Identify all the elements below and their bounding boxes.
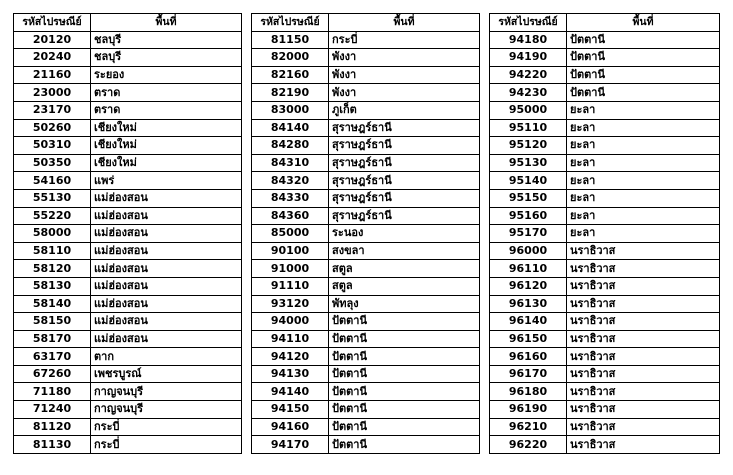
table-row: [252, 383, 480, 401]
province-cell: กาญจนบุรี: [91, 383, 242, 401]
table-row: [252, 277, 480, 295]
postal-code-cell: 84280: [252, 137, 329, 155]
province-cell: ยะลา: [567, 101, 720, 119]
postal-code-cell: 94190: [490, 49, 567, 67]
postal-table-3: [489, 13, 720, 454]
table-row: [490, 84, 720, 102]
header-postal-code: รหัสไปรษณีย์: [14, 14, 91, 32]
province-cell: กระบี่: [91, 436, 242, 454]
province-cell: ปัตตานี: [329, 348, 480, 366]
province-cell: ปัตตานี: [567, 66, 720, 84]
postal-code-cell: 81120: [14, 418, 91, 436]
postal-code-cell: 95160: [490, 207, 567, 225]
province-cell: แม่ฮ่องสอน: [91, 277, 242, 295]
province-cell: นราธิวาส: [567, 418, 720, 436]
province-cell: สตูล: [329, 277, 480, 295]
postal-code-cell: 84310: [252, 154, 329, 172]
province-cell: กระบี่: [329, 31, 480, 49]
postal-code-cell: 81130: [14, 436, 91, 454]
table-row: [490, 137, 720, 155]
postal-code-cell: 50310: [14, 137, 91, 155]
table-row: [490, 119, 720, 137]
table-row: [252, 137, 480, 155]
table-row: [14, 172, 242, 190]
province-cell: นราธิวาส: [567, 313, 720, 331]
table-row: [14, 330, 242, 348]
table-row: [14, 365, 242, 383]
postal-code-cell: 90100: [252, 242, 329, 260]
table-row: [252, 49, 480, 67]
postal-code-cell: 94160: [252, 418, 329, 436]
province-cell: ปัตตานี: [329, 436, 480, 454]
postal-code-cell: 50260: [14, 119, 91, 137]
province-cell: ตาก: [91, 348, 242, 366]
table-row: [14, 295, 242, 313]
postal-code-cell: 95170: [490, 225, 567, 243]
postal-code-cell: 91110: [252, 277, 329, 295]
table-row: [252, 189, 480, 207]
postal-code-cell: 71240: [14, 401, 91, 419]
province-cell: สงขลา: [329, 242, 480, 260]
postal-code-cell: 58150: [14, 313, 91, 331]
table-row: [490, 383, 720, 401]
province-cell: ปัตตานี: [329, 401, 480, 419]
header-province: พื้นที่: [329, 14, 480, 32]
province-cell: ตราด: [91, 101, 242, 119]
province-cell: ยะลา: [567, 154, 720, 172]
table-row: [490, 330, 720, 348]
province-cell: สุราษฎร์ธานี: [329, 137, 480, 155]
province-cell: ระนอง: [329, 225, 480, 243]
postal-code-cell: 20120: [14, 31, 91, 49]
postal-code-cell: 95110: [490, 119, 567, 137]
postal-code-cell: 96150: [490, 330, 567, 348]
postal-code-cell: 96120: [490, 277, 567, 295]
postal-code-cell: 94220: [490, 66, 567, 84]
table-row: [14, 436, 242, 454]
postal-code-cell: 94230: [490, 84, 567, 102]
province-cell: แม่ฮ่องสอน: [91, 260, 242, 278]
postal-code-cell: 95140: [490, 172, 567, 190]
table-row: [252, 313, 480, 331]
table-row: [252, 365, 480, 383]
postal-code-cell: 84330: [252, 189, 329, 207]
province-cell: ปัตตานี: [567, 84, 720, 102]
postal-code-cell: 96190: [490, 401, 567, 419]
province-cell: สุราษฎร์ธานี: [329, 172, 480, 190]
postal-code-cell: 95150: [490, 189, 567, 207]
postal-code-cell: 58140: [14, 295, 91, 313]
postal-code-cell: 96180: [490, 383, 567, 401]
province-cell: แม่ฮ่องสอน: [91, 189, 242, 207]
table-row: [252, 154, 480, 172]
province-cell: แม่ฮ่องสอน: [91, 313, 242, 331]
province-cell: ยะลา: [567, 172, 720, 190]
province-cell: นราธิวาส: [567, 242, 720, 260]
table-header-row: [14, 14, 242, 32]
table-row: [490, 277, 720, 295]
table-row: [14, 401, 242, 419]
postal-code-cell: 55220: [14, 207, 91, 225]
table-row: [252, 31, 480, 49]
province-cell: สุราษฎร์ธานี: [329, 154, 480, 172]
header-province: พื้นที่: [91, 14, 242, 32]
postal-code-cell: 21160: [14, 66, 91, 84]
province-cell: ชลบุรี: [91, 31, 242, 49]
postal-code-cell: 95000: [490, 101, 567, 119]
table-row: [252, 207, 480, 225]
postal-table-1: [13, 13, 242, 454]
postal-code-cell: 23170: [14, 101, 91, 119]
postal-code-cell: 55130: [14, 189, 91, 207]
postal-code-cell: 94120: [252, 348, 329, 366]
province-cell: พังงา: [329, 66, 480, 84]
province-cell: ตราด: [91, 84, 242, 102]
province-cell: ปัตตานี: [329, 365, 480, 383]
table-row: [490, 260, 720, 278]
table-row: [252, 172, 480, 190]
postal-code-cell: 94000: [252, 313, 329, 331]
postal-code-cell: 58130: [14, 277, 91, 295]
table-row: [252, 436, 480, 454]
province-cell: ปัตตานี: [567, 31, 720, 49]
province-cell: สุราษฎร์ธานี: [329, 189, 480, 207]
table-row: [14, 383, 242, 401]
table-row: [490, 436, 720, 454]
table-row: [252, 84, 480, 102]
table-row: [252, 418, 480, 436]
province-cell: ปัตตานี: [329, 313, 480, 331]
postal-code-cell: 58110: [14, 242, 91, 260]
table-row: [490, 31, 720, 49]
province-cell: ปัตตานี: [329, 418, 480, 436]
province-cell: ปัตตานี: [329, 383, 480, 401]
province-cell: ยะลา: [567, 189, 720, 207]
province-cell: กระบี่: [91, 418, 242, 436]
table-row: [252, 330, 480, 348]
province-cell: ยะลา: [567, 225, 720, 243]
province-cell: นราธิวาส: [567, 383, 720, 401]
table-row: [252, 101, 480, 119]
table-row: [490, 401, 720, 419]
province-cell: ยะลา: [567, 137, 720, 155]
postal-code-cell: 82000: [252, 49, 329, 67]
table-row: [490, 365, 720, 383]
province-cell: พังงา: [329, 84, 480, 102]
province-cell: นราธิวาส: [567, 436, 720, 454]
postal-code-cell: 94170: [252, 436, 329, 454]
table-row: [490, 313, 720, 331]
postal-code-cell: 96110: [490, 260, 567, 278]
table-row: [14, 225, 242, 243]
province-cell: กาญจนบุรี: [91, 401, 242, 419]
province-cell: พังงา: [329, 49, 480, 67]
postal-code-cell: 91000: [252, 260, 329, 278]
province-cell: แม่ฮ่องสอน: [91, 207, 242, 225]
table-row: [490, 101, 720, 119]
header-province: พื้นที่: [567, 14, 720, 32]
postal-code-cell: 58000: [14, 225, 91, 243]
province-cell: ชลบุรี: [91, 49, 242, 67]
table-row: [14, 49, 242, 67]
province-cell: แพร่: [91, 172, 242, 190]
table-row: [14, 207, 242, 225]
table-row: [14, 31, 242, 49]
province-cell: พัทลุง: [329, 295, 480, 313]
postal-code-cell: 23000: [14, 84, 91, 102]
table-row: [14, 348, 242, 366]
province-cell: ระยอง: [91, 66, 242, 84]
table-row: [490, 66, 720, 84]
postal-code-cell: 95120: [490, 137, 567, 155]
postal-code-cell: 82190: [252, 84, 329, 102]
table-row: [252, 242, 480, 260]
postal-table-2: [251, 13, 480, 454]
province-cell: สุราษฎร์ธานี: [329, 119, 480, 137]
table-row: [252, 119, 480, 137]
table-row: [14, 84, 242, 102]
postal-code-cell: 58170: [14, 330, 91, 348]
table-row: [490, 295, 720, 313]
postal-code-cell: 96160: [490, 348, 567, 366]
province-cell: ภูเก็ต: [329, 101, 480, 119]
postal-code-cell: 95130: [490, 154, 567, 172]
postal-code-cell: 84140: [252, 119, 329, 137]
province-cell: นราธิวาส: [567, 330, 720, 348]
province-cell: นราธิวาส: [567, 260, 720, 278]
table-row: [14, 189, 242, 207]
table-row: [490, 49, 720, 67]
postal-code-cell: 54160: [14, 172, 91, 190]
postal-code-cell: 81150: [252, 31, 329, 49]
table-row: [14, 154, 242, 172]
postal-code-cell: 96000: [490, 242, 567, 260]
postal-code-cell: 71180: [14, 383, 91, 401]
postal-code-cell: 84360: [252, 207, 329, 225]
table-row: [490, 242, 720, 260]
table-row: [14, 418, 242, 436]
postal-code-cell: 94110: [252, 330, 329, 348]
province-cell: ปัตตานี: [567, 49, 720, 67]
province-cell: นราธิวาส: [567, 277, 720, 295]
postal-code-cell: 94140: [252, 383, 329, 401]
table-row: [490, 348, 720, 366]
province-cell: แม่ฮ่องสอน: [91, 225, 242, 243]
table-row: [14, 242, 242, 260]
province-cell: ยะลา: [567, 207, 720, 225]
province-cell: นราธิวาส: [567, 401, 720, 419]
postal-code-cell: 94180: [490, 31, 567, 49]
table-row: [252, 66, 480, 84]
table-row: [14, 313, 242, 331]
postal-code-cell: 96170: [490, 365, 567, 383]
postal-code-cell: 83000: [252, 101, 329, 119]
table-row: [252, 348, 480, 366]
table-row: [490, 225, 720, 243]
province-cell: ยะลา: [567, 119, 720, 137]
table-header-row: [252, 14, 480, 32]
province-cell: เพชรบูรณ์: [91, 365, 242, 383]
province-cell: เชียงใหม่: [91, 137, 242, 155]
table-row: [252, 401, 480, 419]
province-cell: ปัตตานี: [329, 330, 480, 348]
postal-code-cell: 93120: [252, 295, 329, 313]
postal-code-cell: 20240: [14, 49, 91, 67]
header-postal-code: รหัสไปรษณีย์: [252, 14, 329, 32]
table-row: [490, 418, 720, 436]
table-row: [14, 66, 242, 84]
postal-code-cell: 96130: [490, 295, 567, 313]
province-cell: สุราษฎร์ธานี: [329, 207, 480, 225]
province-cell: นราธิวาส: [567, 295, 720, 313]
table-row: [490, 154, 720, 172]
postal-code-cell: 94130: [252, 365, 329, 383]
table-row: [252, 225, 480, 243]
table-row: [252, 260, 480, 278]
postal-code-cell: 96140: [490, 313, 567, 331]
postal-code-cell: 85000: [252, 225, 329, 243]
postal-code-cell: 50350: [14, 154, 91, 172]
postal-code-cell: 94150: [252, 401, 329, 419]
province-cell: นราธิวาส: [567, 365, 720, 383]
table-row: [252, 295, 480, 313]
table-row: [14, 137, 242, 155]
table-row: [490, 207, 720, 225]
postal-code-cell: 67260: [14, 365, 91, 383]
table-row: [490, 189, 720, 207]
table-row: [490, 172, 720, 190]
postal-code-cell: 84320: [252, 172, 329, 190]
table-row: [14, 277, 242, 295]
table-row: [14, 101, 242, 119]
postal-code-cell: 96210: [490, 418, 567, 436]
province-cell: แม่ฮ่องสอน: [91, 295, 242, 313]
table-row: [14, 260, 242, 278]
province-cell: เชียงใหม่: [91, 119, 242, 137]
header-postal-code: รหัสไปรษณีย์: [490, 14, 567, 32]
province-cell: สตูล: [329, 260, 480, 278]
table-header-row: [490, 14, 720, 32]
table-row: [14, 119, 242, 137]
province-cell: แม่ฮ่องสอน: [91, 330, 242, 348]
postal-code-cell: 58120: [14, 260, 91, 278]
province-cell: นราธิวาส: [567, 348, 720, 366]
postal-code-cell: 82160: [252, 66, 329, 84]
province-cell: แม่ฮ่องสอน: [91, 242, 242, 260]
postal-code-cell: 63170: [14, 348, 91, 366]
province-cell: เชียงใหม่: [91, 154, 242, 172]
postal-code-cell: 96220: [490, 436, 567, 454]
